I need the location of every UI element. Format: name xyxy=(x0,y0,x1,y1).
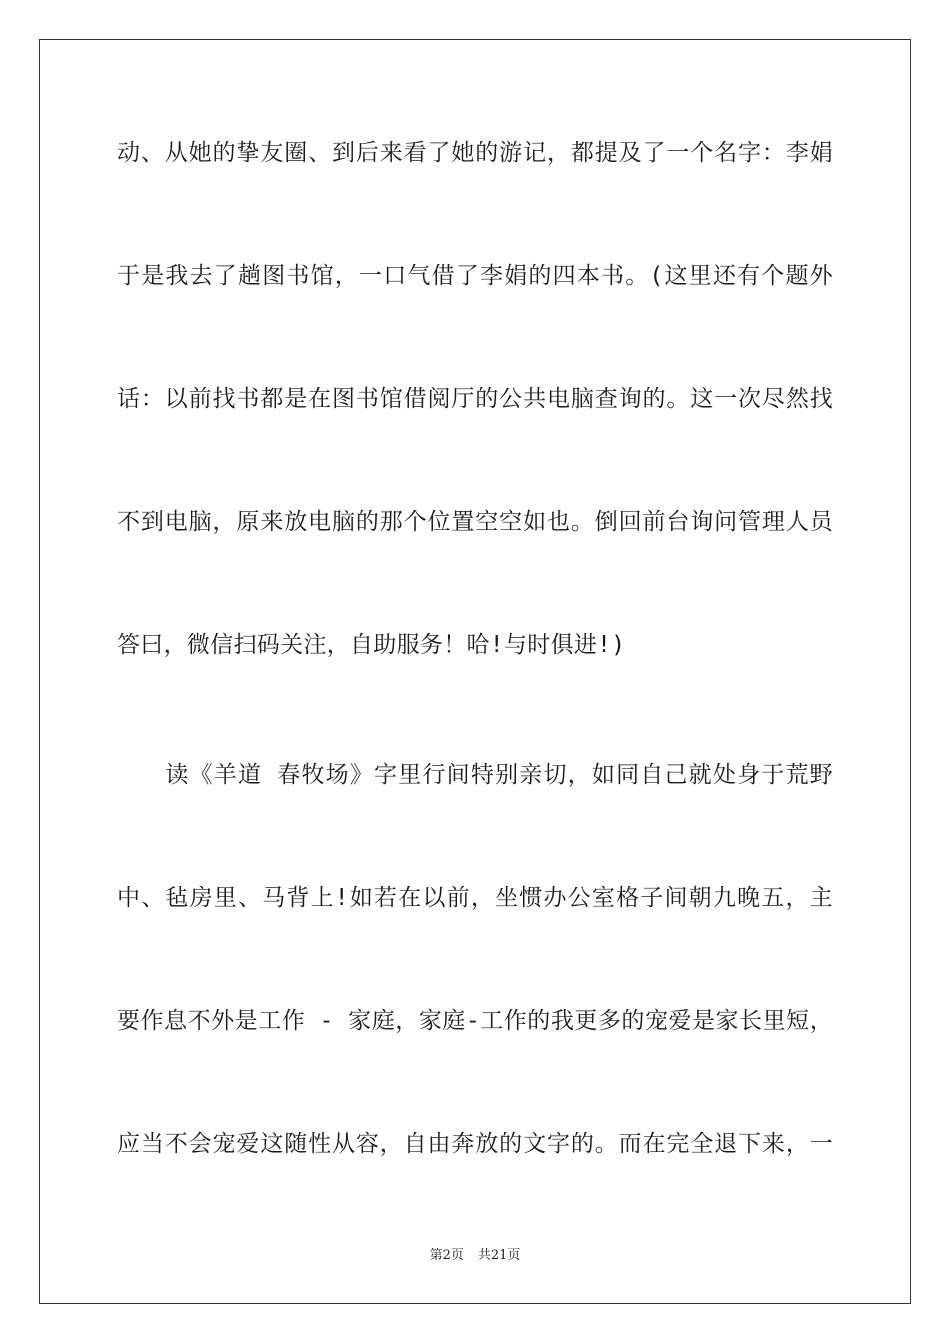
page-total: 共21页 xyxy=(477,1248,521,1263)
body-text-line: 读《羊道 春牧场》字里行间特别亲切，如同自己就处身于荒野 xyxy=(117,762,833,788)
page-footer xyxy=(0,1247,950,1265)
body-text-line: 答曰，微信扫码关注，自助服务！哈!与时俱进!) xyxy=(117,632,626,658)
page-number: 第2页 xyxy=(429,1248,464,1263)
body-text-line: 于是我去了趟图书馆，一口气借了李娟的四本书。(这里还有个题外 xyxy=(117,263,833,289)
body-text-line: 应当不会宠爱这随性从容，自由奔放的文字的。而在完全退下来，一 xyxy=(117,1131,833,1157)
body-text-line: 要作息不外是工作 - 家庭，家庭-工作的我更多的宠爱是家长里短， xyxy=(117,1008,833,1034)
body-text-line: 不到电脑，原来放电脑的那个位置空空如也。倒回前台询问管理人员 xyxy=(117,509,833,535)
page-border xyxy=(39,39,911,1304)
body-text-line: 中、毡房里、马背上!如若在以前，坐惯办公室格子间朝九晚五，主 xyxy=(117,885,833,911)
body-text-line: 动、从她的挚友圈、到后来看了她的游记，都提及了一个名字：李娟 xyxy=(117,140,833,166)
body-text-line: 话：以前找书都是在图书馆借阅厅的公共电脑查询的。这一次尽然找 xyxy=(117,386,833,412)
